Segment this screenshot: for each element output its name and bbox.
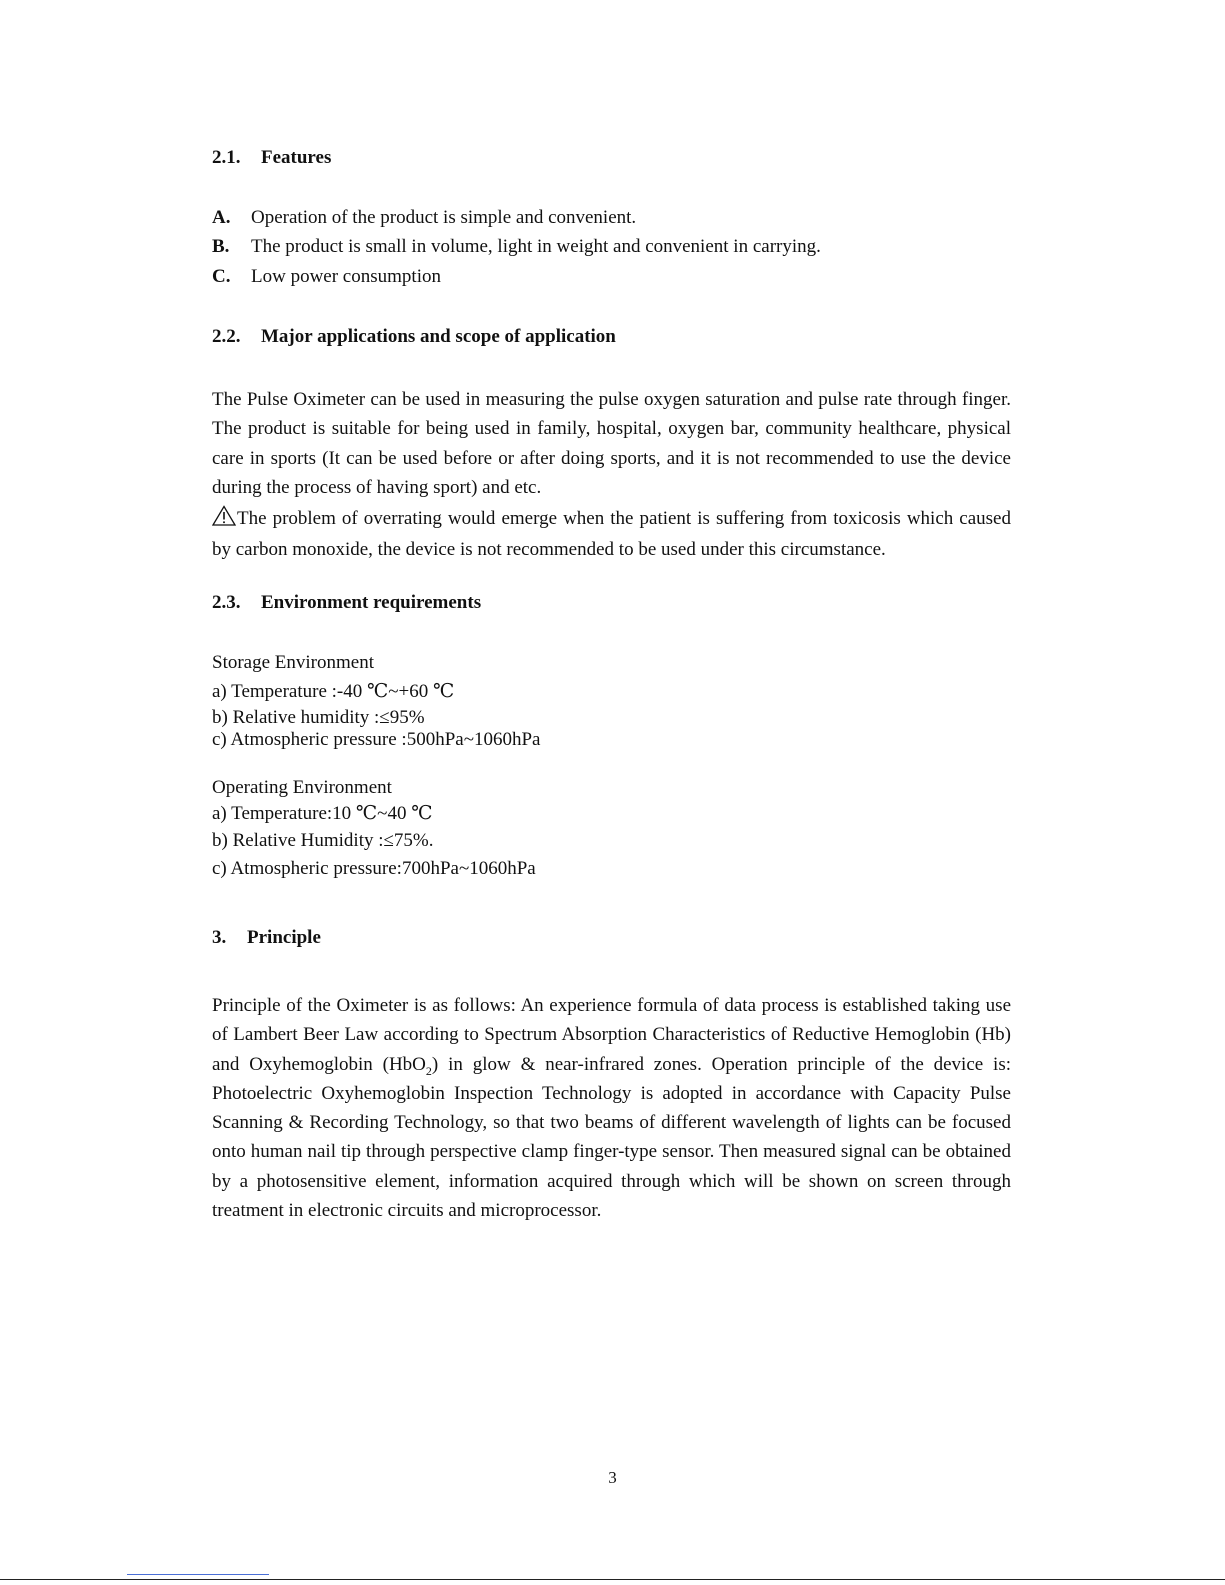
list-letter: B.	[212, 236, 230, 257]
principle-text-part1: Principle of the Oximeter is as follows: An experience formula of data process is established taking use of Lambert Beer Law according to Spectrum Absorption Characteristics of Reductive Hemoglobin (Hb) and Oxyhemoglobin (HbO	[212, 995, 1011, 1075]
heading-title: Principle	[247, 927, 321, 948]
list-letter: C.	[212, 266, 231, 287]
storage-pressure: c) Atmospheric pressure :500hPa~1060hPa	[212, 729, 541, 750]
heading-features	[212, 146, 331, 170]
storage-temperature: a) Temperature :-40 ℃~+60 ℃	[212, 681, 455, 702]
footnote-divider	[127, 1574, 269, 1575]
subscript-2: 2	[425, 1063, 432, 1078]
feature-item-c	[212, 265, 441, 289]
feature-item-a	[212, 206, 636, 230]
principle-text-part2: ) in glow & near-infrared zones. Operation principle of the device is: Photoelectric Oxyhemoglobin Inspection Technology is adopted in accordance with Capacity Pulse Scanning & Recording Technology, so that two beams of different wavelength of lights can be focused onto human nail tip through perspective clamp finger-type sensor. Then measured signal can be obtained by a photosensitive element, information acquired through which will be shown on screen through treatment in electronic circuits and microprocessor.	[212, 1053, 1011, 1222]
operating-temperature: a) Temperature:10 ℃~40 ℃	[212, 803, 433, 824]
operating-pressure: c) Atmospheric pressure:700hPa~1060hPa	[212, 858, 536, 879]
heading-title: Features	[261, 147, 332, 168]
list-letter: A.	[212, 207, 231, 228]
warning-text: The problem of overrating would emerge when the patient is suffering from toxicosis which caused by carbon monoxide, the device is not recommended to be used under this circumstance.	[212, 508, 1011, 561]
list-text: Operation of the product is simple and convenient.	[251, 207, 637, 228]
operating-humidity: b) Relative Humidity :≤75%.	[212, 830, 434, 851]
warning-triangle-icon	[212, 505, 236, 535]
heading-environment	[212, 591, 481, 615]
heading-number: 2.2.	[212, 326, 241, 347]
list-text: Low power consumption	[251, 266, 441, 287]
page-bottom-rule	[0, 1579, 1225, 1580]
page-number: 3	[608, 1468, 617, 1487]
principle-paragraph	[212, 991, 1011, 1225]
applications-paragraph: The Pulse Oximeter can be used in measuring the pulse oxygen saturation and pulse rate through finger. The product is suitable for being used in family, hospital, oxygen bar, community healthcare, physical care in sports (It can be used before or after doing sports, and it is not recommended to use the device during the process of having sport) and etc.	[212, 389, 1011, 498]
feature-item-b	[212, 235, 821, 259]
heading-number: 2.3.	[212, 592, 241, 613]
storage-environment-title: Storage Environment	[212, 652, 374, 673]
heading-principle	[212, 926, 321, 950]
operating-environment-title: Operating Environment	[212, 777, 392, 798]
warning-paragraph	[212, 504, 1011, 565]
storage-humidity: b) Relative humidity :≤95%	[212, 707, 425, 728]
heading-number: 2.1.	[212, 147, 241, 168]
heading-applications	[212, 325, 616, 349]
heading-title: Major applications and scope of application	[261, 326, 616, 347]
list-text: The product is small in volume, light in weight and convenient in carrying.	[251, 236, 821, 257]
heading-number: 3.	[212, 927, 227, 948]
heading-title: Environment requirements	[261, 592, 482, 613]
